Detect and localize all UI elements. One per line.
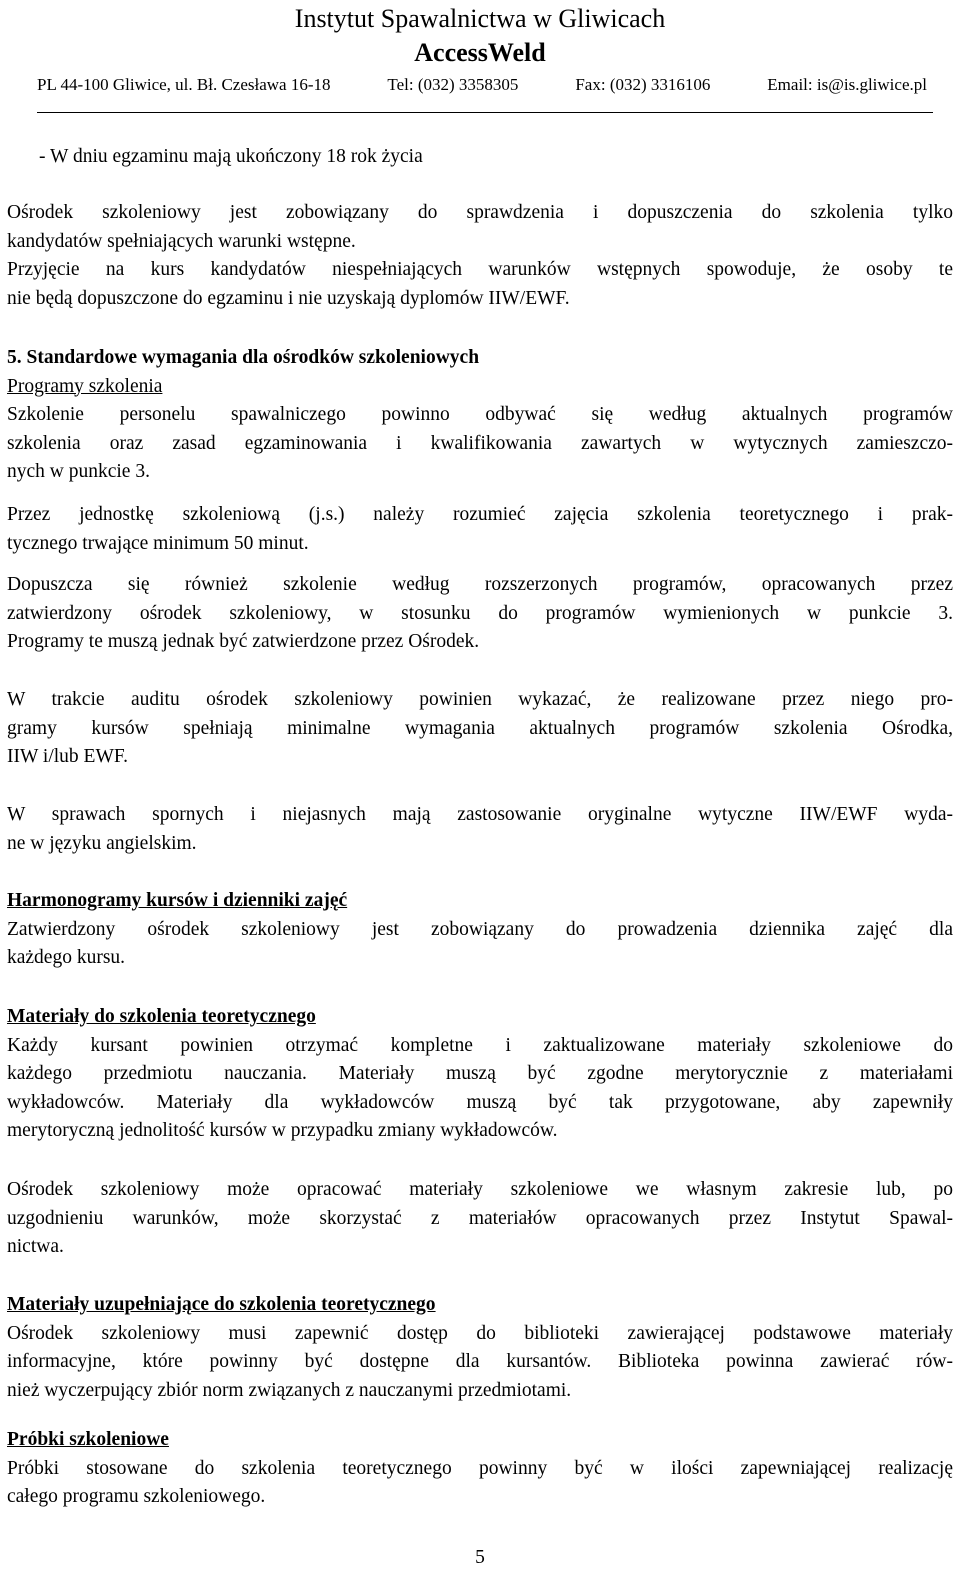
header-address: PL 44-100 Gliwice, ul. Bł. Czesława 16-18 — [37, 75, 331, 94]
section-5 — [7, 344, 953, 487]
intro-paragraph — [7, 199, 953, 313]
intro-bullet — [7, 143, 953, 172]
theory-p1-line-1: Każdy kursant powinien otrzymać kompletne i zaktualizowane materiały szkoleniowe do — [7, 1034, 953, 1056]
intro-line-4: nie będą dopuszczone do egzaminu i nie uzyskają dyplomów IIW/EWF. — [7, 287, 570, 309]
page-number: 5 — [475, 1547, 485, 1568]
supplementary-section — [7, 1291, 953, 1405]
header-contact-line — [37, 74, 927, 96]
programs-p2-line-2: tycznego trwające minimum 50 minut. — [7, 532, 309, 554]
programs-p4-line-2: gramy kursów spełniają minimalne wymagania aktualnych programów szkolenia Ośrodka, — [7, 717, 953, 739]
section-5-heading: 5. Standardowe wymagania dla ośrodków szkoleniowych — [7, 347, 480, 368]
supplementary-line-1: Ośrodek szkoleniowy musi zapewnić dostęp do biblioteki zawierającej podstawowe materiały — [7, 1322, 953, 1344]
programs-paragraph-2 — [7, 501, 953, 558]
supplementary-line-2: informacyjne, które powinny być dostępne dla kursantów. Biblioteka powinna zawierać rów- — [7, 1351, 953, 1372]
supplementary-heading: Materiały uzupełniające do szkolenia teoretycznego — [7, 1294, 436, 1315]
programs-p2-line-1: Przez jednostkę szkoleniową (j.s.) należy rozumieć zajęcia szkolenia teoretycznego i prak- — [7, 504, 953, 525]
theory-p1-line-3: wykładowców. Materiały dla wykładowców muszą być tak przygotowane, aby zapewniły — [7, 1091, 953, 1113]
theory-materials-section — [7, 1003, 953, 1146]
programs-p3-line-2: zatwierdzony ośrodek szkoleniowy, w stosunku do programów wymienionych w punkcie 3. — [7, 602, 953, 624]
programs-p4-line-3: IIW i/lub EWF. — [7, 746, 129, 767]
intro-line-1: Ośrodek szkoleniowy jest zobowiązany do sprawdzenia i dopuszczenia do szkolenia tylko — [7, 202, 953, 223]
theory-p2-line-1: Ośrodek szkoleniowy może opracować materiały szkoleniowe we własnym zakresie lub, po — [7, 1179, 953, 1200]
schedules-heading: Harmonogramy kursów i dzienniki zajęć — [7, 890, 348, 911]
header-phone: Tel: (032) 3358305 — [387, 75, 519, 94]
schedules-line-2: każdego kursu. — [7, 947, 126, 968]
programs-paragraph-4 — [7, 686, 953, 772]
header-organization: Instytut Spawalnictwa w Gliwicach — [294, 4, 666, 33]
theory-p1-line-2: każdego przedmiotu nauczania. Materiały muszą być zgodne merytorycznie z materiałami — [7, 1063, 953, 1084]
programs-p1-line-1: Szkolenie personelu spawalniczego powinno odbywać się według aktualnych programów — [7, 404, 953, 425]
samples-heading: Próbki szkoleniowe — [7, 1429, 169, 1450]
bullet-line: - W dniu egzaminu mają ukończony 18 rok życia — [39, 146, 423, 167]
samples-line-1: Próbki stosowane do szkolenia teoretycznego powinny być w ilości zapewniającej realizację — [7, 1457, 953, 1479]
programs-paragraph-5 — [7, 801, 953, 858]
theory-p2-line-3: nictwa. — [7, 1236, 64, 1257]
supplementary-line-3: nież wyczerpujący zbiór norm związanych z nauczanymi przedmiotami. — [7, 1379, 572, 1401]
schedules-section — [7, 887, 953, 973]
header-email: Email: is@is.gliwice.pl — [767, 75, 927, 94]
theory-materials-heading: Materiały do szkolenia teoretycznego — [7, 1006, 316, 1027]
programs-p1-line-2: szkolenia oraz zasad egzaminowania i kwalifikowania zawartych w wytycznych zamieszczo- — [7, 432, 953, 454]
programs-heading: Programy szkolenia — [7, 375, 163, 397]
intro-line-2: kandydatów spełniających warunki wstępne. — [7, 230, 356, 252]
programs-p5-line-2: ne w języku angielskim. — [7, 832, 197, 854]
samples-line-2: całego programu szkoleniowego. — [7, 1486, 266, 1507]
programs-p4-line-1: W trakcie auditu ośrodek szkoleniowy powinien wykazać, że realizowane przez niego pro- — [7, 689, 953, 710]
header-divider — [37, 112, 933, 113]
intro-line-3: Przyjęcie na kurs kandydatów niespełniających warunków wstępnych spowoduje, że osoby te — [7, 259, 953, 280]
programs-p5-line-1: W sprawach spornych i niejasnych mają zastosowanie oryginalne wytyczne IIW/EWF wyda- — [7, 804, 953, 825]
theory-p2-line-2: uzgodnieniu warunków, może skorzystać z materiałów opracowanych przez Instytut Spawal- — [7, 1207, 953, 1229]
theory-p1-line-4: merytoryczną jednolitość kursów w przypadku zmiany wykładowców. — [7, 1120, 558, 1141]
theory-paragraph-2 — [7, 1176, 953, 1262]
programs-p3-line-1: Dopuszcza się również szkolenie według rozszerzonych programów, opracowanych przez — [7, 574, 953, 595]
programs-p3-line-3: Programy te muszą jednak być zatwierdzone przez Ośrodek. — [7, 631, 480, 652]
programs-p1-line-3: nych w punkcie 3. — [7, 461, 150, 482]
samples-section — [7, 1426, 953, 1512]
header-brand: AccessWeld — [414, 38, 546, 67]
programs-paragraph-3 — [7, 571, 953, 657]
schedules-line-1: Zatwierdzony ośrodek szkoleniowy jest zobowiązany do prowadzenia dziennika zajęć dla — [7, 918, 953, 940]
header-fax: Fax: (032) 3316106 — [575, 75, 711, 94]
